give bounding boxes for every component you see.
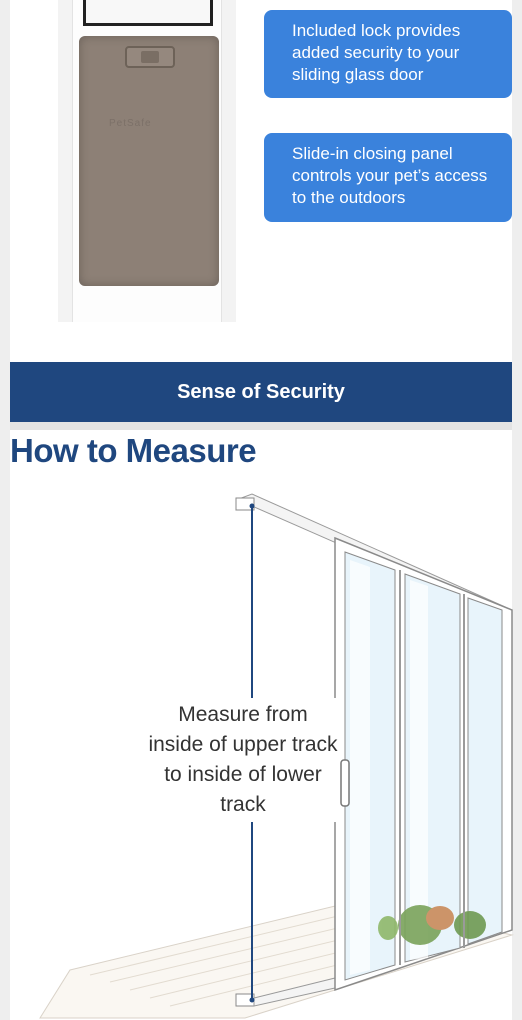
door-top-window (83, 0, 213, 26)
measure-title: How to Measure (10, 432, 257, 469)
door-handle (341, 760, 349, 806)
section-banner: Sense of Security (10, 362, 512, 422)
closing-panel-callout: Slide-in closing panel controls your pet’s access to the outdoors (264, 133, 512, 222)
banner-divider (10, 422, 512, 430)
security-feature-section (10, 0, 512, 362)
door-frame (72, 0, 222, 322)
lock-icon (125, 46, 175, 68)
glass-panel-right (468, 598, 502, 944)
measure-instruction: Measure from inside of upper track to inside of lower track (148, 698, 338, 822)
product-brand-mark: PetSafe (109, 118, 152, 129)
closing-panel (79, 36, 219, 286)
measure-section (0, 430, 522, 1020)
lock-feature-callout: Included lock provides added security to your sliding glass door (264, 10, 512, 98)
pet-door-product-image (58, 0, 236, 322)
